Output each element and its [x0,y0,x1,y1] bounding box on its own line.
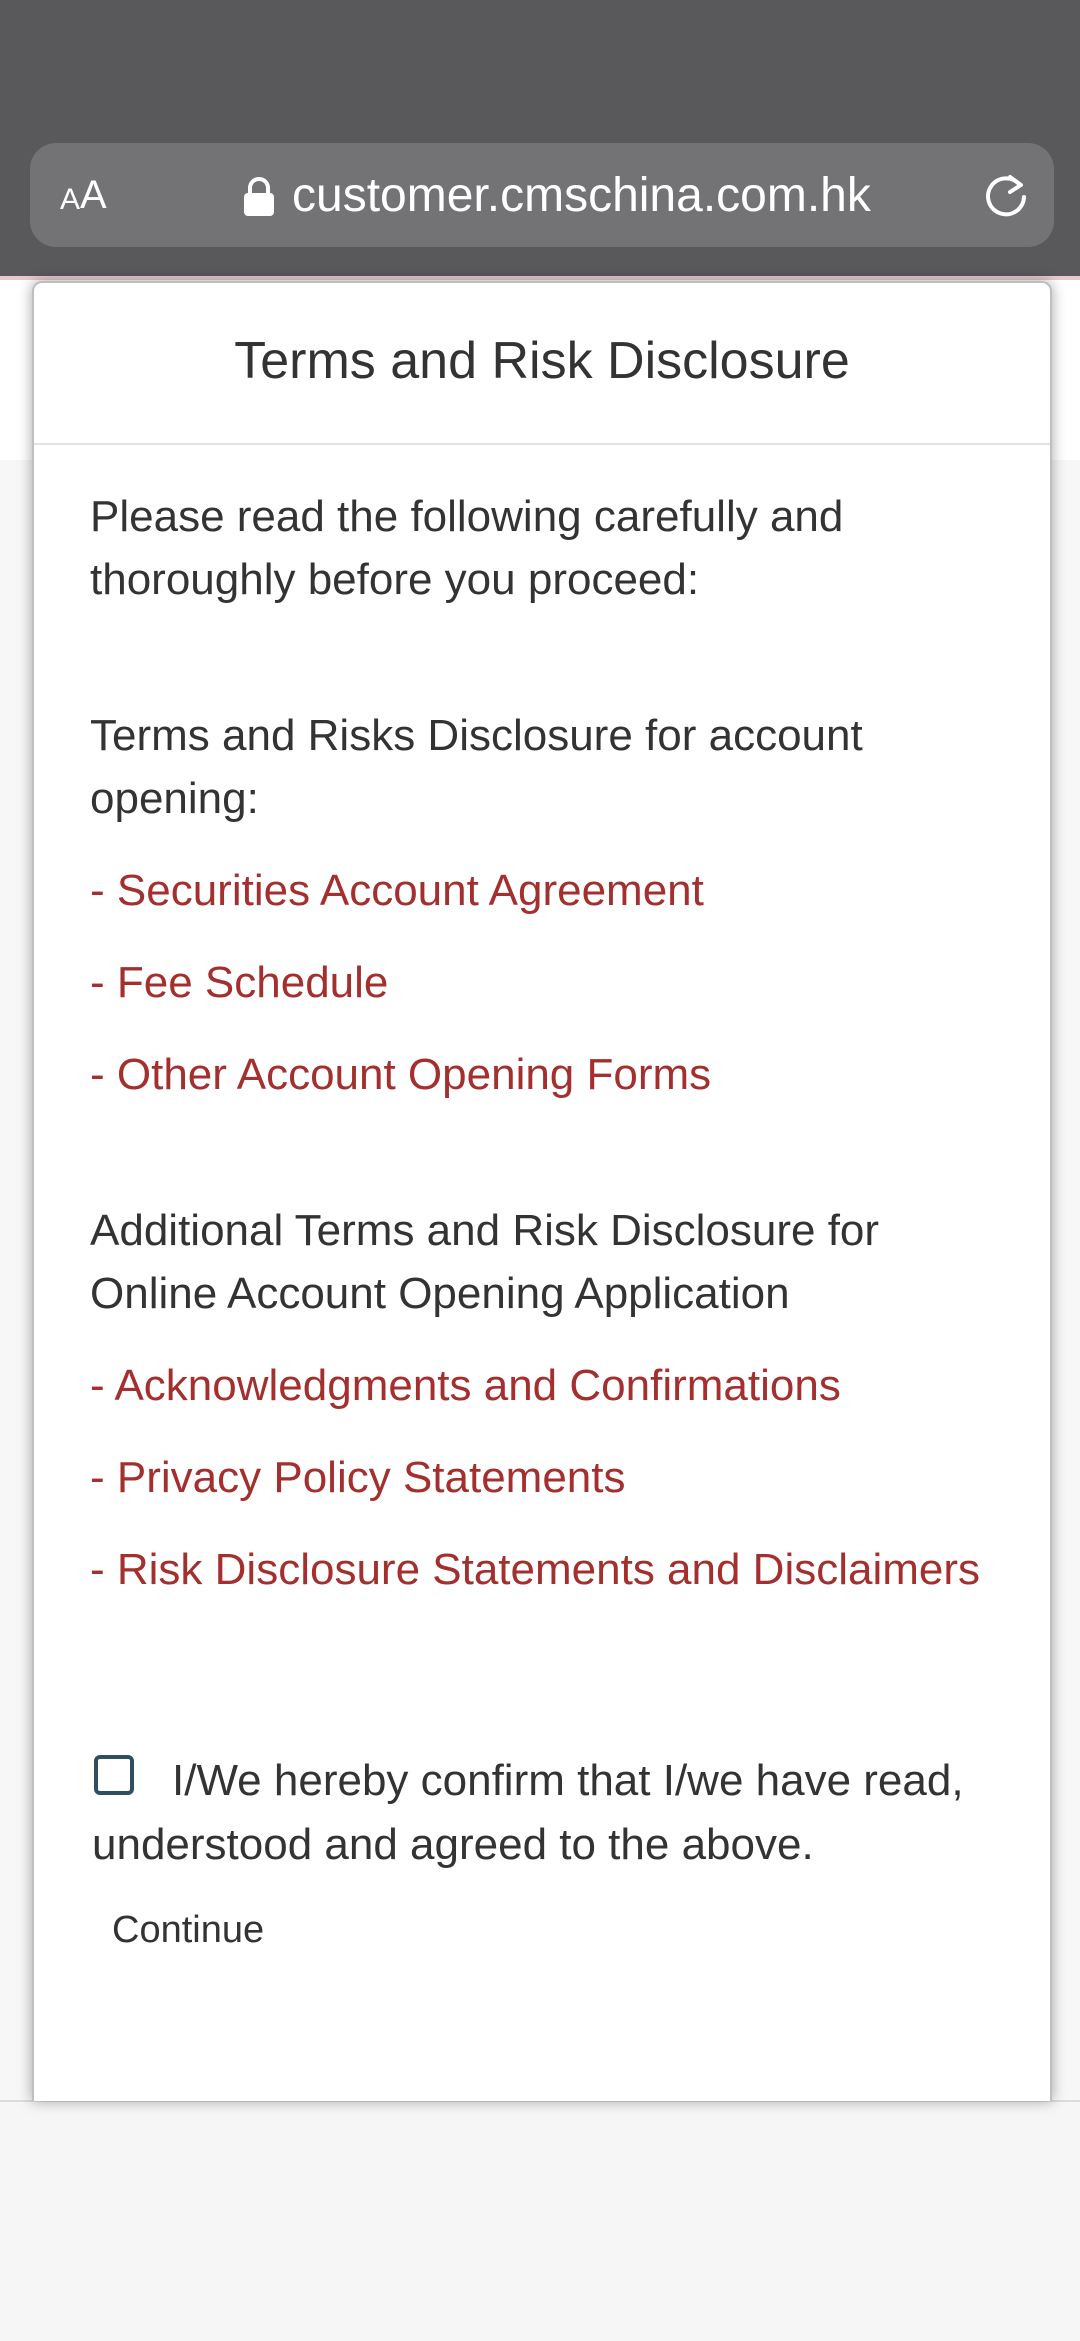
reload-icon[interactable] [980,171,1032,223]
browser-chrome [0,0,1080,276]
section-heading-online-application: Additional Terms and Risk Disclosure for Online Account Opening Application [90,1206,880,1318]
dialog-header [34,283,1050,445]
url-field[interactable] [242,143,871,247]
continue-button[interactable]: Continue [112,1909,265,1951]
terms-dialog [32,281,1052,2101]
link-privacy-policy-statements[interactable]: - Privacy Policy Statements [90,1453,626,1502]
text-size-button[interactable] [60,143,107,247]
text-size-large-a: A [80,172,107,217]
confirm-row [90,1749,994,1877]
address-bar[interactable] [30,143,1054,247]
link-other-account-opening-forms[interactable]: - Other Account Opening Forms [90,1050,712,1099]
link-fee-schedule[interactable]: - Fee Schedule [90,958,389,1007]
confirm-checkbox[interactable] [94,1755,134,1795]
text-size-small-a: A [60,183,81,216]
section-heading-account-opening: Terms and Risks Disclosure for account opening: [90,711,863,823]
intro-text: Please read the following carefully and thoroughly before you proceed: [90,492,844,604]
link-acknowledgments-confirmations[interactable]: - Acknowledgments and Confirmations [90,1361,841,1410]
lock-icon [242,177,276,217]
page-footer-area [0,2100,1080,2341]
confirm-label: I/We hereby confirm that I/we have read, understood and agreed to the above. [92,1756,964,1869]
link-securities-account-agreement[interactable]: - Securities Account Agreement [90,866,704,915]
url-text: customer.cmschina.com.hk [292,168,871,222]
dialog-body [34,485,1050,1959]
dialog-title: Terms and Risk Disclosure [234,332,850,390]
link-risk-disclosure-statements[interactable]: - Risk Disclosure Statements and Disclaimers [90,1545,981,1594]
